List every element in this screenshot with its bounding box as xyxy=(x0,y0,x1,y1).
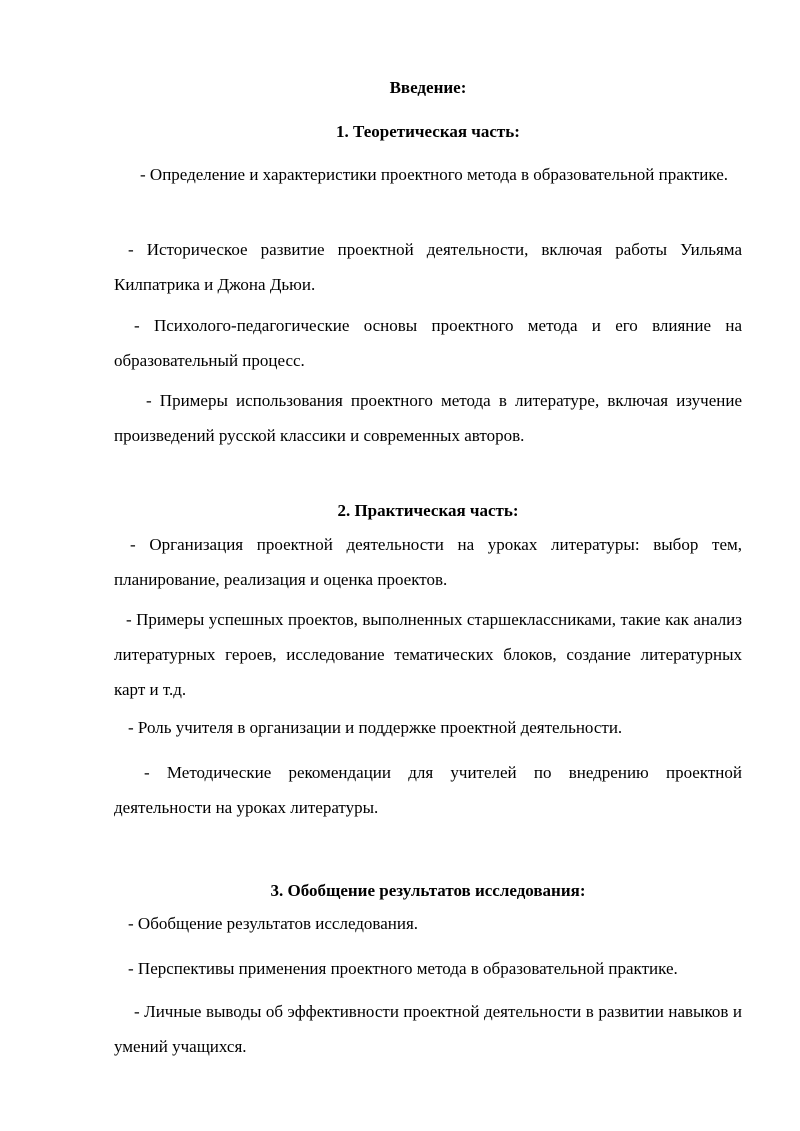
list-item: - Примеры успешных проектов, выполненных старшеклассниками, такие как анализ литературных героев, исследование тематических блоков, создание литературных карт и т.д. xyxy=(114,610,742,699)
list-item: - Личные выводы об эффективности проектной деятельности в развитии навыков и умений учащихся. xyxy=(114,1002,742,1056)
list-item: - Роль учителя в организации и поддержке проектной деятельности. xyxy=(128,718,623,737)
section-heading-results: 3. Обобщение результатов исследования: xyxy=(270,881,586,900)
list-item: - Историческое развитие проектной деятельности, включая работы Уильяма Килпатрика и Джона Дьюи. xyxy=(114,240,742,294)
list-item: - Примеры использования проектного метода в литературе, включая изучение произведений русской классики и современных авторов. xyxy=(114,391,742,445)
list-item: - Перспективы применения проектного метода в образовательной практике. xyxy=(128,959,678,978)
section-heading-theory: 1. Теоретическая часть: xyxy=(336,122,520,141)
list-item: - Определение и характеристики проектного метода в образовательной практике. xyxy=(140,165,728,184)
list-item: - Организация проектной деятельности на уроках литературы: выбор тем, планирование, реализация и оценка проектов. xyxy=(114,535,742,589)
section-heading-practice: 2. Практическая часть: xyxy=(337,501,519,520)
intro-heading: Введение: xyxy=(389,78,467,97)
list-item: - Психолого-педагогические основы проектного метода и его влияние на образовательный процесс. xyxy=(114,316,742,370)
list-item: - Методические рекомендации для учителей по внедрению проектной деятельности на уроках литературы. xyxy=(114,763,742,817)
list-item: - Обобщение результатов исследования. xyxy=(128,914,419,933)
